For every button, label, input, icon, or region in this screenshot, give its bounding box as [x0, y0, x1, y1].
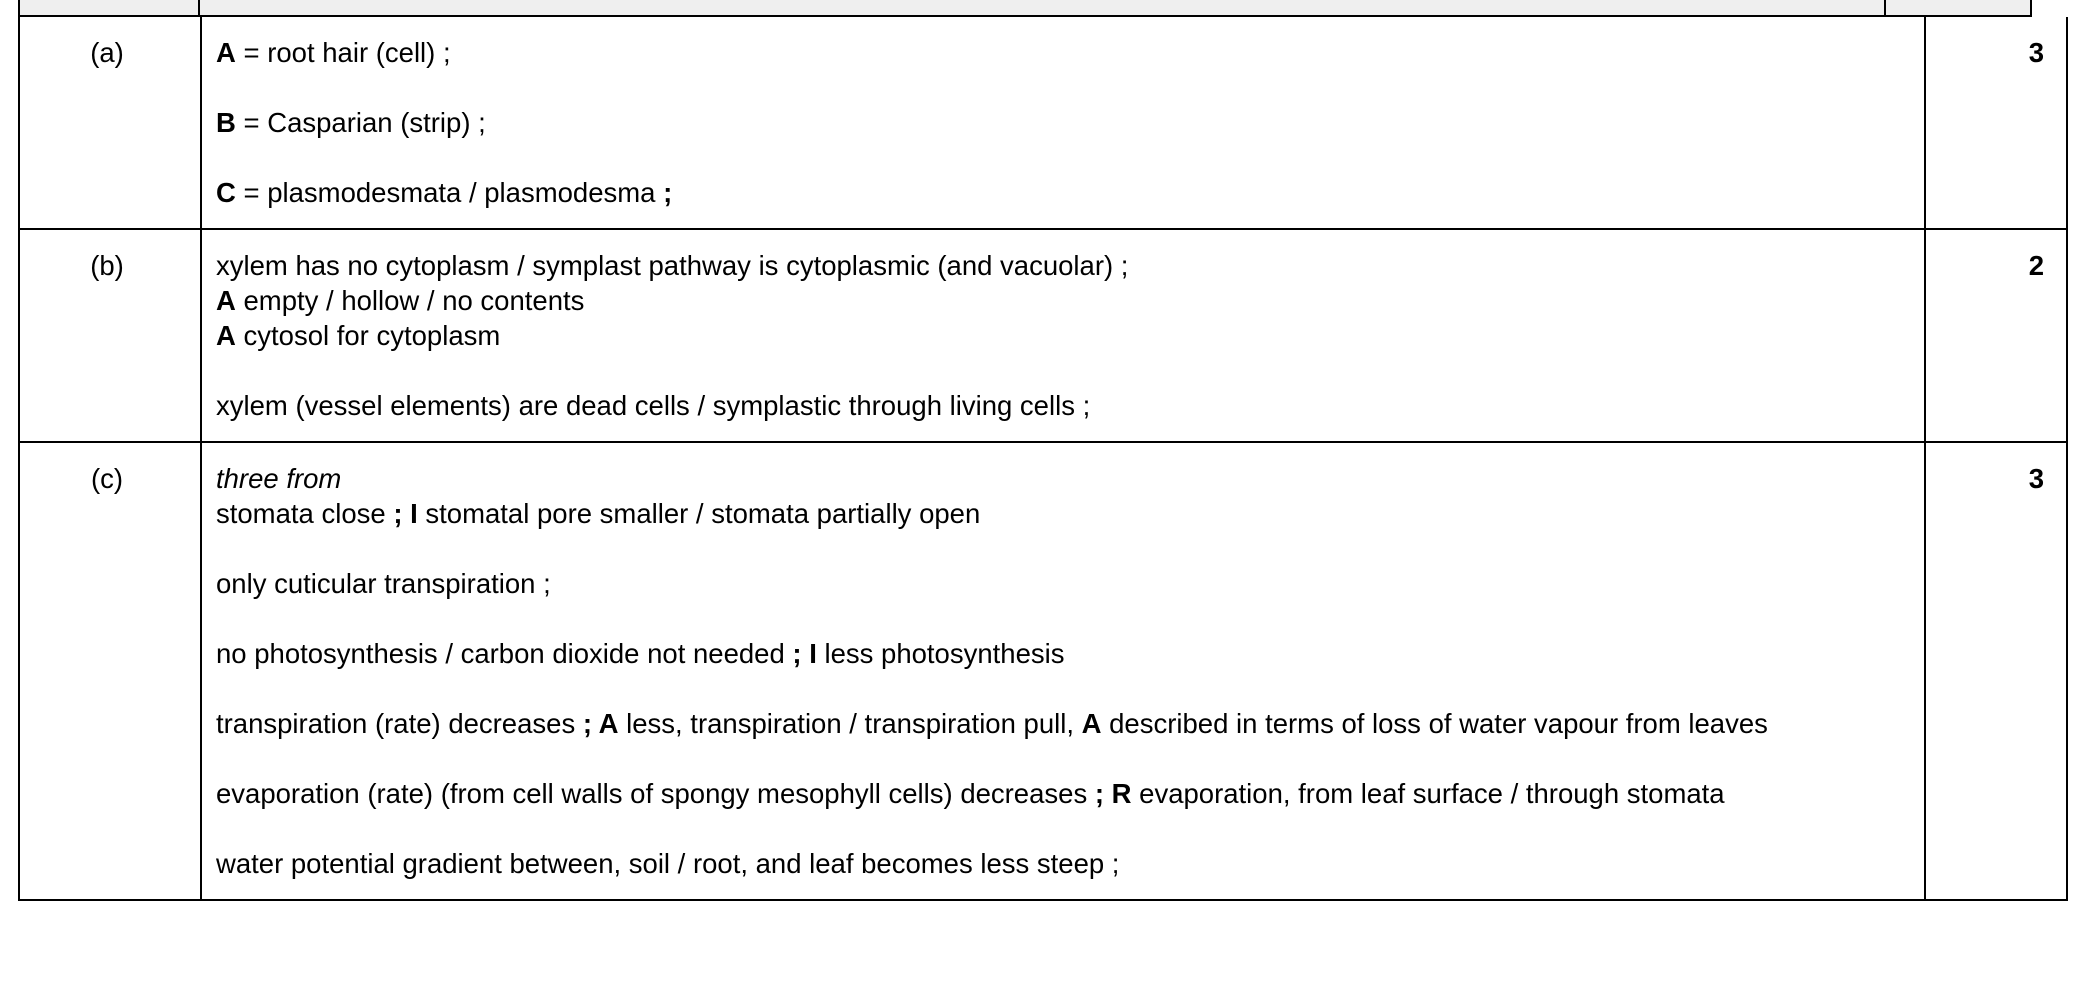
key-letter: C	[216, 177, 236, 208]
answer-text: evaporation, from leaf surface / through stomata	[1131, 778, 1725, 809]
instruction-text: three from	[216, 463, 342, 494]
table-row	[19, 229, 2067, 442]
answer-text: no photosynthesis / carbon dioxide not needed	[216, 638, 793, 669]
answer-text: less, transpiration / transpiration pull,	[618, 708, 1082, 739]
answer-text: = Casparian (strip) ;	[235, 107, 486, 138]
answer-cell	[201, 17, 1925, 229]
answer-line	[216, 175, 1902, 210]
marks-value: 3	[2028, 463, 2044, 494]
answer-text: stomatal pore smaller / stomata partially open	[417, 498, 981, 529]
answer-line	[216, 35, 1902, 70]
marks-value: 3	[2028, 37, 2044, 68]
answer-text: transpiration (rate) decreases	[216, 708, 583, 739]
separator: ; I	[792, 638, 817, 669]
table-row	[19, 442, 2067, 900]
answer-text: less photosynthesis	[816, 638, 1065, 669]
separator: ; R	[1094, 778, 1132, 809]
header-divider	[1884, 0, 1886, 15]
answer-line	[216, 636, 1902, 671]
header-divider	[198, 0, 200, 15]
marks-cell	[1925, 17, 2067, 229]
answer-line	[216, 496, 1902, 531]
answer-text: = root hair (cell) ;	[235, 37, 451, 68]
key-letter: A	[216, 37, 236, 68]
marks-cell	[1925, 229, 2067, 442]
part-label: (b)	[90, 250, 124, 281]
answer-text: cytosol for cytoplasm	[235, 320, 501, 351]
answer-cell	[201, 229, 1925, 442]
answer-text: described in terms of loss of water vapour from leaves	[1101, 708, 1768, 739]
key-letter: A	[216, 320, 236, 351]
answer-line	[216, 283, 1902, 318]
answer-text: empty / hollow / no contents	[235, 285, 585, 316]
part-cell	[19, 442, 201, 900]
answer-line	[216, 461, 1902, 496]
marks-cell	[1925, 442, 2067, 900]
answer-line	[216, 706, 1902, 741]
answer-line: xylem (vessel elements) are dead cells / symplastic through living cells ;	[216, 390, 1091, 421]
answer-line	[216, 105, 1902, 140]
part-cell	[19, 229, 201, 442]
answer-line	[216, 776, 1902, 811]
separator: ; I	[393, 498, 418, 529]
answer-line: only cuticular transpiration ;	[216, 568, 551, 599]
part-label: (a)	[90, 37, 124, 68]
marks-value: 2	[2028, 250, 2044, 281]
key-letter: A	[216, 285, 236, 316]
answer-text: = plasmodesmata / plasmodesma	[235, 177, 664, 208]
mark-scheme-table	[18, 17, 2068, 901]
answer-text: stomata close	[216, 498, 394, 529]
table-row	[19, 17, 2067, 229]
answer-cell	[201, 442, 1925, 900]
answer-text: evaporation (rate) (from cell walls of spongy mesophyll cells) decreases	[216, 778, 1095, 809]
table-header-row	[18, 0, 2032, 17]
key-letter: A	[1081, 708, 1102, 739]
answer-line: water potential gradient between, soil / root, and leaf becomes less steep ;	[216, 848, 1120, 879]
key-letter: B	[216, 107, 236, 138]
separator: ; A	[582, 708, 619, 739]
answer-line	[216, 318, 1902, 353]
part-cell	[19, 17, 201, 229]
part-label: (c)	[90, 463, 124, 494]
separator: ;	[663, 177, 673, 208]
answer-line: xylem has no cytoplasm / symplast pathway is cytoplasmic (and vacuolar) ;	[216, 250, 1129, 281]
